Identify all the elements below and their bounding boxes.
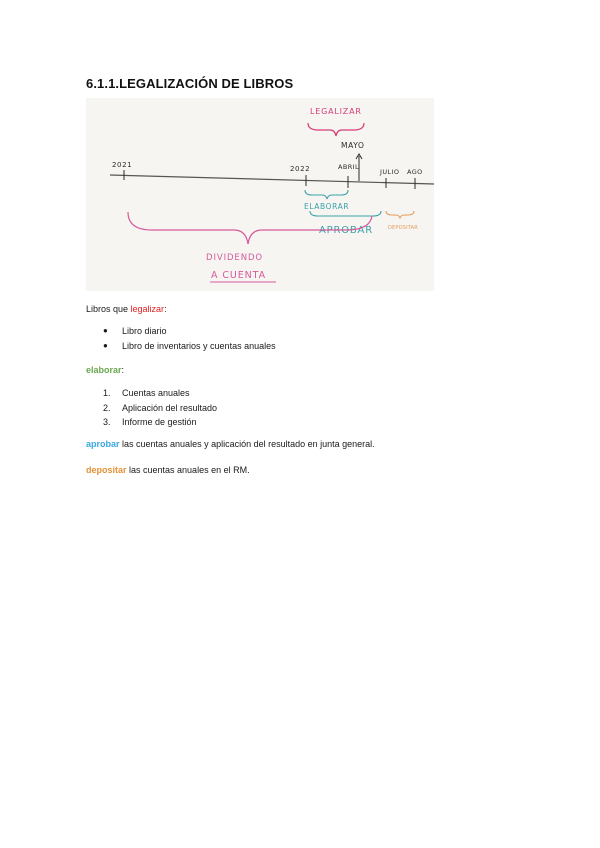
list-number: 3. [103, 417, 111, 427]
list-item [86, 415, 217, 430]
list-item-text: Libro de inventarios y cuentas anuales [122, 340, 276, 351]
section-heading: 6.1.1.LEGALIZACIÓN DE LIBROS [86, 76, 294, 91]
bullet-icon: ● [103, 326, 108, 335]
list-item [86, 386, 217, 401]
legalizar-brace [308, 123, 364, 136]
list-number: 2. [103, 402, 111, 413]
elaborar-keyword: elaborar [86, 365, 122, 375]
aprobar-brace [310, 211, 381, 216]
list-item [86, 324, 276, 339]
aprobar-label: APROBAR [319, 225, 373, 236]
dividendo-label: DIVIDENDO [206, 253, 263, 263]
depositar-brace [386, 211, 414, 218]
numbered-list [86, 386, 217, 430]
list-item-text: Cuentas anuales [122, 388, 190, 398]
list-number: 1. [103, 388, 111, 398]
elaborar-label: ELABORAR [304, 202, 350, 211]
bullet-list [86, 324, 276, 353]
bullet-icon: ● [103, 340, 108, 350]
legalizar-label: LEGALIZAR [310, 107, 362, 116]
paragraph-legalizar [86, 303, 167, 315]
depositar-label: DEPOSITAR [388, 225, 418, 231]
depositar-keyword: depositar [86, 465, 127, 475]
aprobar-keyword: aprobar [86, 439, 120, 449]
label-2022: 2022 [290, 165, 311, 173]
paragraph-colon: : [121, 365, 125, 375]
paragraph-aprobar [86, 438, 375, 450]
timeline-drawing [86, 98, 434, 291]
paragraph-rest: las cuentas anuales y aplicación del resultado en junta general. [119, 439, 375, 449]
paragraph-lead-text: Libros que [86, 304, 131, 314]
label-julio: JULIO [380, 168, 400, 176]
list-item [86, 339, 276, 354]
label-ago: AGO [407, 168, 423, 176]
elaborar-brace [305, 190, 348, 199]
mayo-label: MAYO [341, 141, 365, 150]
timeline-axis [110, 175, 434, 184]
list-item-text: Aplicación del resultado [122, 402, 218, 413]
list-item-text: Libro diario [122, 326, 167, 336]
label-2021: 2021 [112, 161, 133, 169]
a-cuenta-label: A CUENTA [211, 270, 266, 281]
legalizar-keyword: legalizar [130, 304, 165, 314]
paragraph-elaborar [86, 364, 124, 376]
list-item [86, 401, 217, 416]
paragraph-colon: : [164, 304, 167, 314]
timeline-figure [86, 98, 434, 291]
paragraph-depositar [86, 464, 250, 476]
paragraph-rest: las cuentas anuales en el RM. [126, 465, 250, 475]
label-abril: ABRIL [338, 163, 359, 171]
list-item-text: Informe de gestión [122, 417, 197, 427]
